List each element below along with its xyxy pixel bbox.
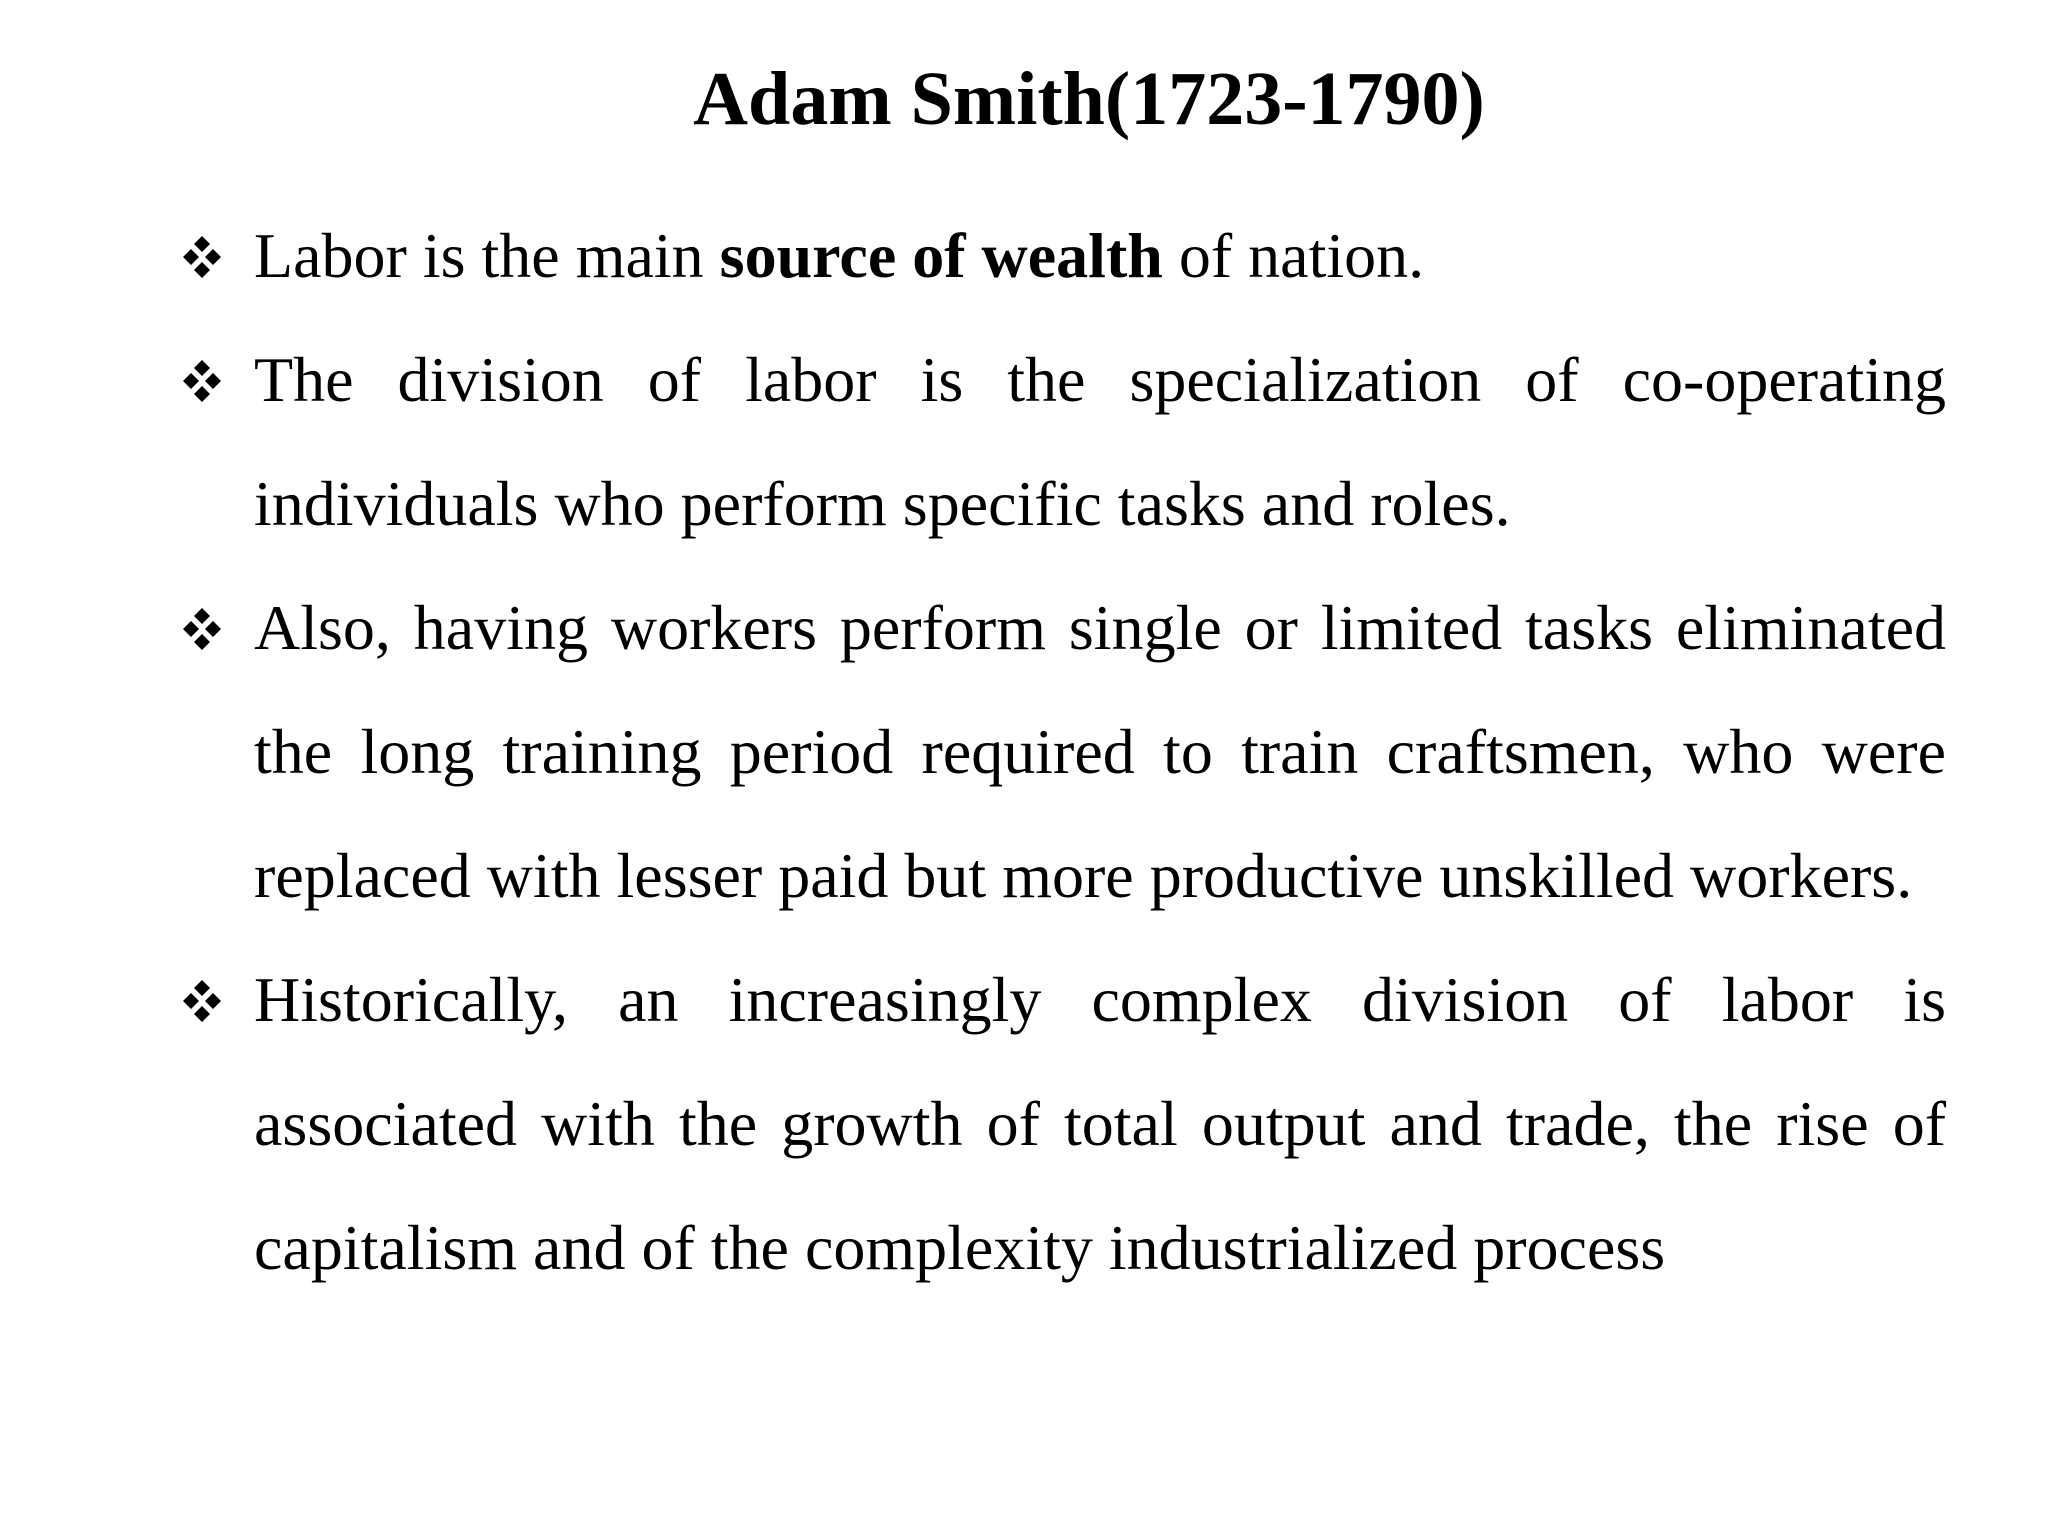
bullet-3-text: Also, having workers perform single or limited tasks eliminated the long training period required to train craftsmen, who were replaced with lesser paid but more productive unskilled workers.: [254, 592, 1946, 911]
bullet-list: [178, 194, 1946, 1310]
bullet-2-text: The division of labor is the specialization of co-operating individuals who perform specific tasks and roles.: [254, 344, 1946, 539]
four-diamond-bullet-icon: [178, 977, 226, 1025]
four-diamond-bullet-icon: [178, 605, 226, 653]
bullet-item-1: [178, 194, 1946, 318]
bullet-1-text-after: of nation.: [1162, 220, 1425, 291]
four-diamond-bullet-icon: [178, 357, 226, 405]
bullet-item-3: [178, 566, 1946, 938]
four-diamond-bullet-icon: [178, 233, 226, 281]
bullet-1-bold-text: source of wealth: [719, 220, 1163, 291]
slide-title: Adam Smith(1723-1790): [693, 57, 1485, 141]
bullet-item-4: [178, 938, 1946, 1310]
bullet-1-text-before: Labor is the main: [254, 220, 720, 291]
bullet-4-text: Historically, an increasingly complex division of labor is associated with the growth of total output and trade, the rise of capitalism and of the complexity industrialized process: [254, 964, 1946, 1283]
bullet-item-2: [178, 318, 1946, 566]
